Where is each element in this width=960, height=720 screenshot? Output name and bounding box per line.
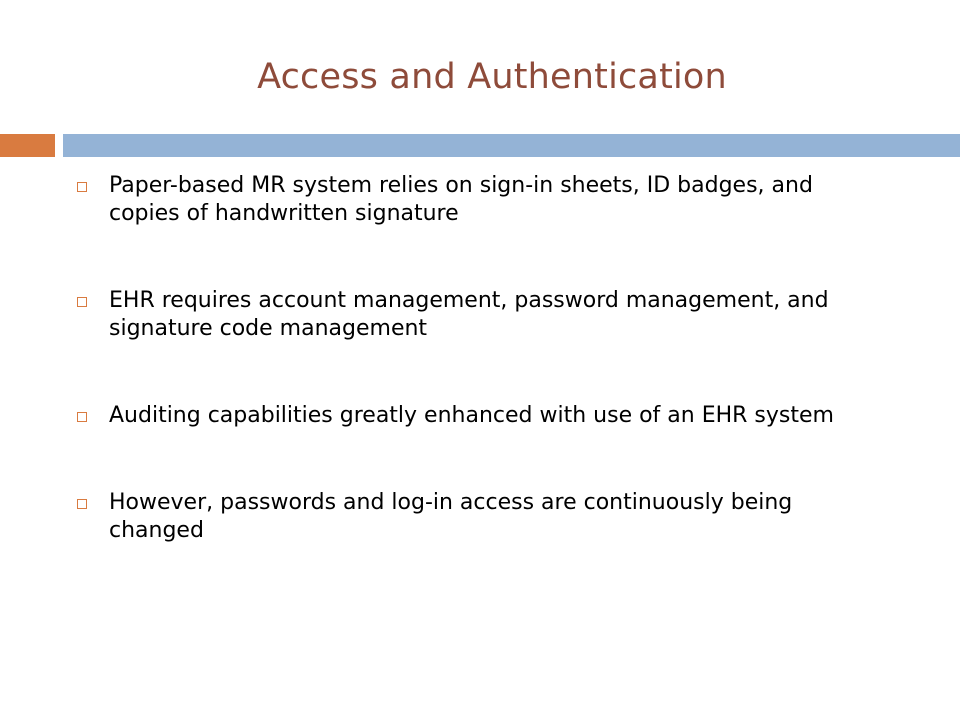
square-bullet-icon — [77, 182, 87, 192]
bullet-list — [74, 172, 874, 604]
square-bullet-icon — [77, 499, 87, 509]
bullet-item — [74, 172, 874, 228]
bullet-text: However, passwords and log-in access are continuously being changed — [109, 490, 793, 543]
square-bullet-icon — [77, 297, 87, 307]
bullet-item — [74, 287, 874, 343]
slide-title: Access and Authentication — [257, 57, 727, 97]
accent-bar-left — [0, 134, 55, 157]
bullet-text: Auditing capabilities greatly enhanced with use of an EHR system — [109, 403, 834, 428]
accent-bar-right — [63, 134, 960, 157]
bullet-item — [74, 489, 874, 545]
square-bullet-icon — [77, 412, 87, 422]
bullet-item — [74, 402, 874, 430]
bullet-text: EHR requires account management, password management, and signature code management — [109, 288, 829, 341]
bullet-text: Paper-based MR system relies on sign-in sheets, ID badges, and copies of handwritten signature — [109, 173, 813, 226]
